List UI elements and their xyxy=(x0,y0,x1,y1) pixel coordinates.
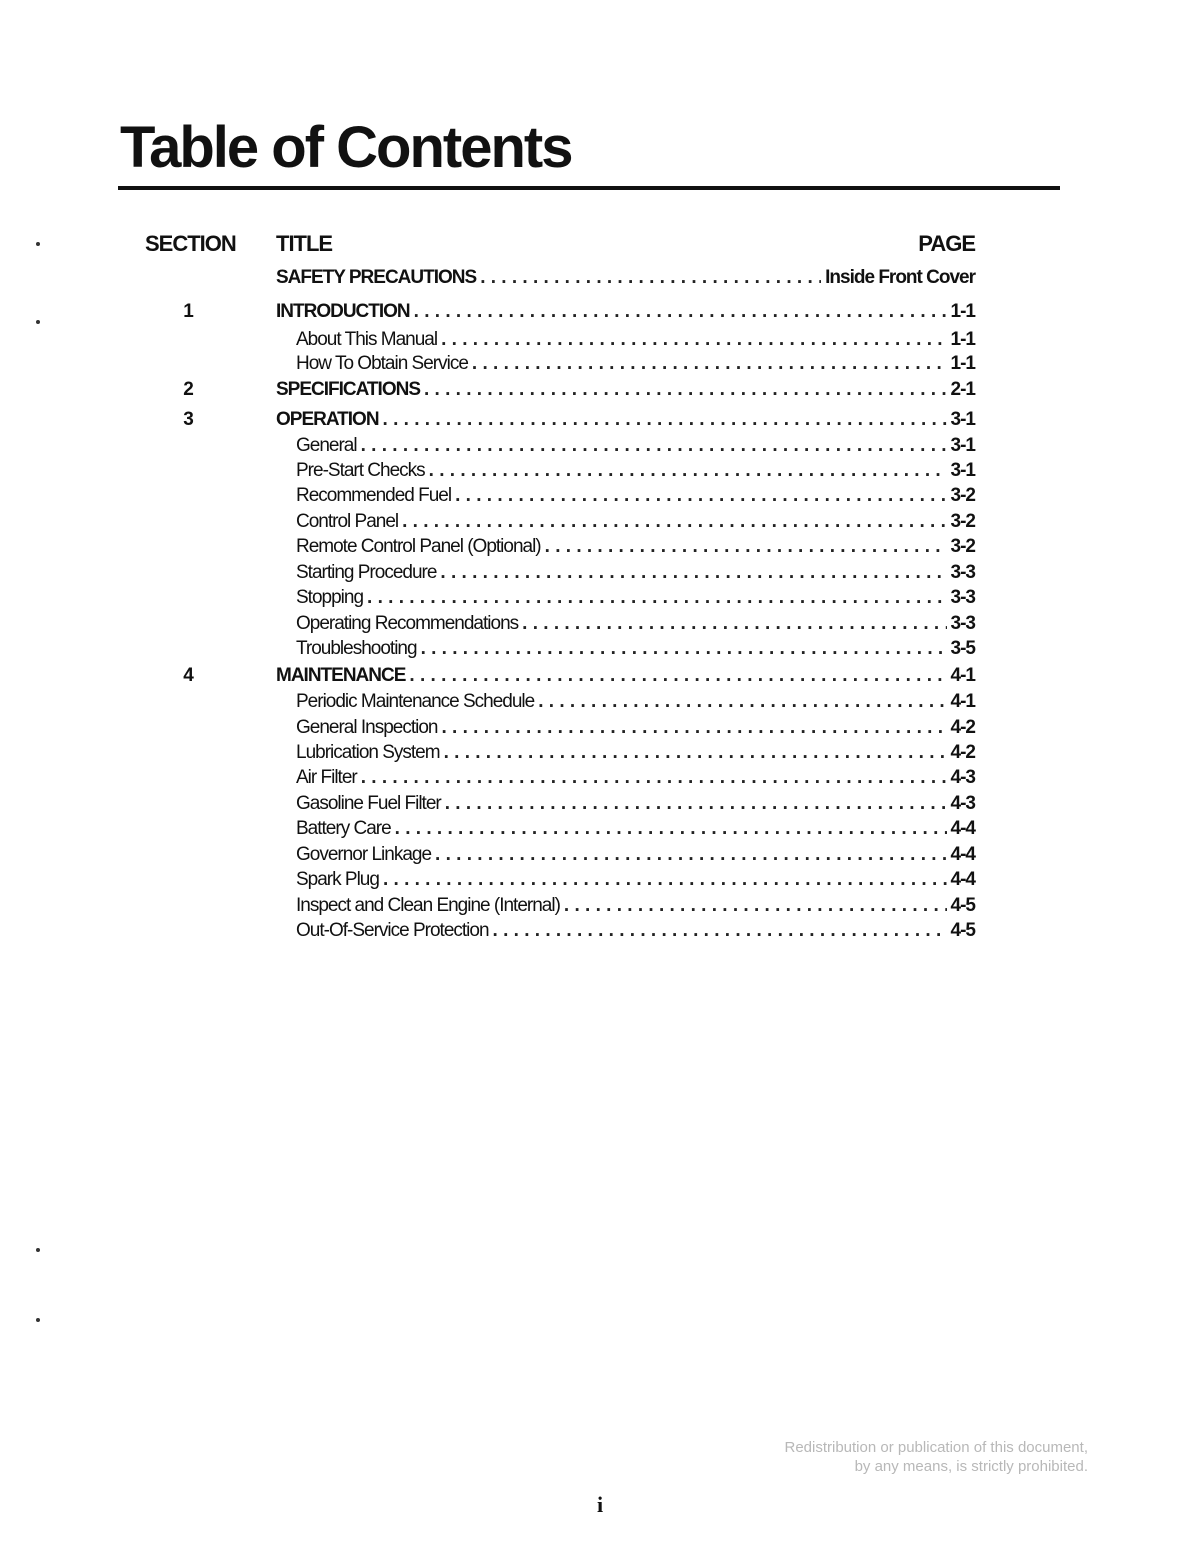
toc-entry-title: General xyxy=(296,435,357,456)
copyright-notice xyxy=(784,1438,1088,1476)
toc-entry-page: 3-3 xyxy=(950,587,975,608)
toc-entry xyxy=(276,265,975,291)
toc-entry xyxy=(296,765,975,791)
toc-entry-page: 4-1 xyxy=(950,665,975,686)
dot-leader xyxy=(493,918,947,944)
toc-entry-page: 3-3 xyxy=(950,613,975,634)
toc-entry-page: Inside Front Cover xyxy=(825,267,975,288)
column-header-page: PAGE xyxy=(918,231,975,256)
toc-entry xyxy=(296,585,975,611)
toc-entry-title: Spark Plug xyxy=(296,869,379,890)
toc-entry-page: 3-1 xyxy=(950,409,975,430)
toc-entry xyxy=(276,299,975,325)
dot-leader xyxy=(445,791,947,817)
toc-entry-title: MAINTENANCE xyxy=(276,665,406,686)
toc-entry xyxy=(276,377,975,403)
dot-leader xyxy=(383,867,947,893)
dot-leader xyxy=(441,327,946,353)
toc-entry xyxy=(296,534,975,560)
dot-leader xyxy=(421,636,947,662)
toc-entry xyxy=(296,327,975,353)
dot-leader xyxy=(367,585,947,611)
toc-subsection-entry xyxy=(0,636,1200,662)
toc-subsection-entry xyxy=(0,483,1200,509)
toc-subsection-entry xyxy=(0,611,1200,637)
toc-subsection-entry xyxy=(0,433,1200,459)
toc-entry-page: 4-5 xyxy=(950,895,975,916)
toc-entry xyxy=(296,611,975,637)
toc-entry-title: About This Manual xyxy=(296,329,438,350)
toc-entry-page: 4-3 xyxy=(950,767,975,788)
toc-subsection-entry xyxy=(0,918,1200,944)
toc-entry xyxy=(296,740,975,766)
toc-entry-title: Stopping xyxy=(296,587,364,608)
page-number: i xyxy=(596,1492,604,1517)
toc-entry xyxy=(296,842,975,868)
toc-entry-page: 1-1 xyxy=(950,353,975,374)
toc-subsection-entry xyxy=(0,351,1200,377)
toc-section-entry xyxy=(0,377,1200,403)
column-header-title: TITLE xyxy=(276,231,333,256)
toc-entry-title: Starting Procedure xyxy=(296,562,437,583)
toc-entry-title: Recommended Fuel xyxy=(296,485,452,506)
toc-entry xyxy=(296,867,975,893)
toc-entry-page: 3-2 xyxy=(950,536,975,557)
dot-leader xyxy=(442,715,947,741)
dot-leader xyxy=(440,560,946,586)
toc-entry-page: 1-1 xyxy=(950,301,975,322)
dot-leader xyxy=(409,663,946,689)
toc-entry xyxy=(296,351,975,377)
toc-section-number: 4 xyxy=(183,665,193,686)
toc-entry-page: 3-1 xyxy=(950,435,975,456)
toc-entry-page: 1-1 xyxy=(950,329,975,350)
toc-entry-page: 4-4 xyxy=(950,818,975,839)
toc-section-entry xyxy=(0,299,1200,325)
toc-entry-page: 4-2 xyxy=(950,717,975,738)
toc-entry xyxy=(296,509,975,535)
toc-subsection-entry xyxy=(0,842,1200,868)
toc-entry-title: Out-Of-Service Protection xyxy=(296,920,489,941)
dot-leader xyxy=(480,265,821,291)
toc-entry xyxy=(296,893,975,919)
toc-entry-title: How To Obtain Service xyxy=(296,353,468,374)
toc-entry xyxy=(276,407,975,433)
dot-leader xyxy=(402,509,946,535)
page-title: Table of Contents xyxy=(120,115,572,180)
toc-subsection-entry xyxy=(0,327,1200,353)
toc-entry-title: Gasoline Fuel Filter xyxy=(296,793,441,814)
toc-section-entry xyxy=(0,407,1200,433)
scan-speck xyxy=(36,1248,40,1252)
toc-section-number: 2 xyxy=(183,379,193,400)
dot-leader xyxy=(395,816,947,842)
dot-leader xyxy=(361,765,947,791)
dot-leader xyxy=(429,458,947,484)
toc-entry-page: 3-2 xyxy=(950,485,975,506)
dot-leader xyxy=(545,534,947,560)
toc-entry-title: Battery Care xyxy=(296,818,391,839)
toc-entry-title: INTRODUCTION xyxy=(276,301,410,322)
toc-entry-title: Pre-Start Checks xyxy=(296,460,425,481)
toc-entry-title: OPERATION xyxy=(276,409,379,430)
toc-entry-title: Operating Recommendations xyxy=(296,613,519,634)
toc-entry xyxy=(296,918,975,944)
toc-entry xyxy=(296,483,975,509)
toc-entry-page: 4-5 xyxy=(950,920,975,941)
notice-line: by any means, is strictly prohibited. xyxy=(854,1458,1088,1475)
dot-leader xyxy=(414,299,947,325)
toc-entry-title: Governor Linkage xyxy=(296,844,432,865)
toc-entry xyxy=(296,689,975,715)
toc-subsection-entry xyxy=(0,791,1200,817)
toc-subsection-entry xyxy=(0,715,1200,741)
toc-entry-page: 4-2 xyxy=(950,742,975,763)
toc-entry xyxy=(296,458,975,484)
toc-entry-page: 4-4 xyxy=(950,844,975,865)
toc-entry xyxy=(296,791,975,817)
toc-entry-page: 2-1 xyxy=(950,379,975,400)
toc-entry-title: General Inspection xyxy=(296,717,438,738)
toc-section-entry xyxy=(0,265,1200,291)
toc-entry-page: 4-4 xyxy=(950,869,975,890)
toc-subsection-entry xyxy=(0,765,1200,791)
toc-section-number: 3 xyxy=(183,409,193,430)
dot-leader xyxy=(435,842,946,868)
dot-leader xyxy=(383,407,947,433)
toc-subsection-entry xyxy=(0,816,1200,842)
dot-leader xyxy=(522,611,946,637)
toc-entry-title: Troubleshooting xyxy=(296,638,417,659)
toc-entry-page: 3-1 xyxy=(950,460,975,481)
toc-subsection-entry xyxy=(0,740,1200,766)
toc-entry-title: Air Filter xyxy=(296,767,357,788)
toc-entry-title: SPECIFICATIONS xyxy=(276,379,420,400)
toc-entry-page: 4-3 xyxy=(950,793,975,814)
toc-entry-page: 4-1 xyxy=(950,691,975,712)
dot-leader xyxy=(361,433,947,459)
toc-entry xyxy=(296,560,975,586)
notice-line: Redistribution or publication of this document, xyxy=(784,1439,1088,1456)
toc-subsection-entry xyxy=(0,893,1200,919)
toc-entry-page: 3-5 xyxy=(950,638,975,659)
toc-entry-title: Lubrication System xyxy=(296,742,440,763)
toc-entry xyxy=(296,636,975,662)
toc-entry-title: Inspect and Clean Engine (Internal) xyxy=(296,895,560,916)
toc-entry-title: Control Panel xyxy=(296,511,399,532)
toc-entry xyxy=(296,816,975,842)
toc-entry-title: Remote Control Panel (Optional) xyxy=(296,536,541,557)
toc-entry-page: 3-2 xyxy=(950,511,975,532)
toc-subsection-entry xyxy=(0,509,1200,535)
toc-entry-title: SAFETY PRECAUTIONS xyxy=(276,267,477,288)
toc-subsection-entry xyxy=(0,867,1200,893)
toc-section-number: 1 xyxy=(183,301,193,322)
toc-subsection-entry xyxy=(0,534,1200,560)
dot-leader xyxy=(564,893,947,919)
toc-entry xyxy=(296,715,975,741)
toc-entry xyxy=(276,663,975,689)
scan-speck xyxy=(36,242,40,246)
dot-leader xyxy=(444,740,947,766)
column-header-section: SECTION xyxy=(145,231,236,256)
scan-speck xyxy=(36,320,40,324)
toc-entry-page: 3-3 xyxy=(950,562,975,583)
toc-subsection-entry xyxy=(0,458,1200,484)
toc-entry xyxy=(296,433,975,459)
dot-leader xyxy=(455,483,946,509)
toc-section-entry xyxy=(0,663,1200,689)
toc-subsection-entry xyxy=(0,585,1200,611)
dot-leader xyxy=(538,689,946,715)
scan-speck xyxy=(36,1318,40,1322)
toc-subsection-entry xyxy=(0,560,1200,586)
toc-subsection-entry xyxy=(0,689,1200,715)
toc-entry-title: Periodic Maintenance Schedule xyxy=(296,691,535,712)
dot-leader xyxy=(472,351,947,377)
dot-leader xyxy=(424,377,947,403)
title-rule xyxy=(118,186,1060,190)
